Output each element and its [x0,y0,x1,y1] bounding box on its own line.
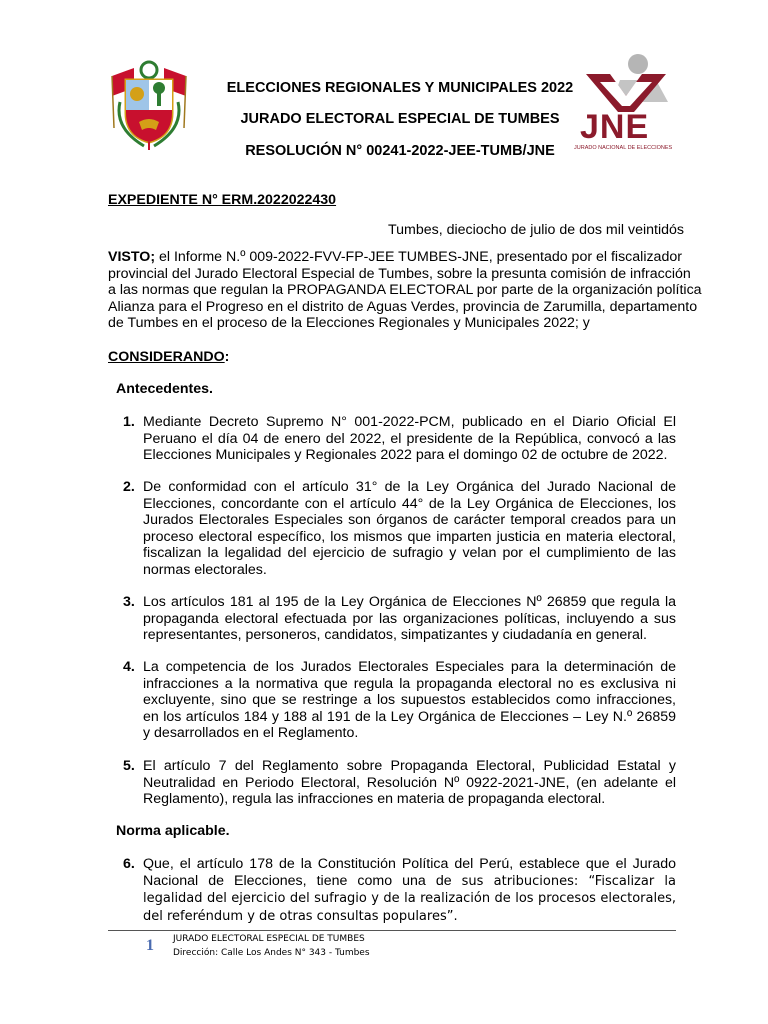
considerando-label: CONSIDERANDO [108,349,225,365]
visto-line-4: Alianza para el Progreso en el distrito de Aguas Verdes, provincia de Zarumilla, departamento [108,298,698,315]
item-number: 4. [123,659,135,675]
item6-text-a: Que, el artículo 178 de la Constitución Política del Perú, establece que el Jurado Nacional de Elecciones, tiene como una de [143,856,676,889]
antecedentes-heading: Antecedentes. [116,381,213,397]
footer-divider [108,930,676,931]
document-date: Tumbes, dieciocho de julio de dos mil veintidós [388,222,684,238]
item-number: 3. [123,594,135,610]
visto-paragraph [108,249,702,332]
jne-logo-subtitle: JURADO NACIONAL DE ELECCIONES [574,145,673,151]
header-election-title: ELECCIONES REGIONALES Y MUNICIPALES 2022 [226,80,574,96]
norma-aplicable-heading: Norma aplicable. [116,823,230,839]
item-text: De conformidad con el artículo 31° de la Ley Orgánica del Jurado Nacional de Elecciones, concordante con el artículo 44° de la Ley Orgánica de Elecciones, los Jurados Electorales Especiales son órganos de carácter temporal creados para un proceso electoral específico, los mismos que imparten justicia en materia electoral, fiscalizan la legalidad del ejercicio de sufragio y velan por el cumplimiento de las normas electorales. [143,479,676,578]
item-text: Los artículos 181 al 195 de la Ley Orgánica de Elecciones Nº 26859 que regula la propaganda electoral efectuada por las organizaciones políticas, incluyendo a sus representantes, personeros, candidatos, simpatizantes y ciudadanía en general. [143,594,676,643]
item6-quote: sus atribuciones: “Fiscalizar la legalidad del ejercicio del sufragio y de la realización de los procesos electorales, del referéndum y de otras consultas populares”. [143,873,676,924]
page-number: 1 [146,937,154,954]
item-number: 2. [123,479,135,495]
considerando-colon: : [224,349,230,365]
footer-institution: JURADO ELECTORAL ESPECIAL DE TUMBES [173,934,365,944]
item-number: 5. [123,758,135,774]
item-text: El artículo 7 del Reglamento sobre Propaganda Electoral, Publicidad Estatal y Neutralidad en Periodo Electoral, Resolución Nº 0922-2021-JNE, (en adelante el Reglamento), regula las infracciones en materia de propaganda electoral. [143,758,676,807]
visto-line-5: de Tumbes en el proceso de la Elecciones Regionales y Municipales 2022; y [108,315,590,331]
visto-line-1: el Informe N.º 009-2022-FVV-FP-JEE TUMBES-JNE, presentado por el fiscalizador [155,249,682,265]
item-text: La competencia de los Jurados Electorales Especiales para la determinación de infracciones a la normativa que regula la propaganda electoral no es exclusiva ni excluyente, sino que se restringe a los supuestos establecidos como infracciones, en los artículos 184 y 188 al 191 de la Ley Orgánica de Elecciones – Ley N.º 26859 y desarrollados en el Reglamento. [143,659,676,741]
peru-coat-of-arms-icon [104,58,194,152]
header-resolucion-number: RESOLUCIÓN N° 00241-2022-JEE-TUMB/JNE [245,143,555,159]
item-text [143,856,676,925]
item-number: 1. [123,414,135,430]
expediente-number: EXPEDIENTE N° ERM.2022022430 [108,192,337,208]
jne-logo [572,52,680,154]
visto-line-2: provincial del Jurado Electoral Especial de Tumbes, sobre la presunta comisión de infracción [108,265,691,282]
header-jurado-title: JURADO ELECTORAL ESPECIAL DE TUMBES [240,111,560,127]
item-number: 6. [123,856,135,872]
visto-label: VISTO; [108,249,156,265]
item-text: Mediante Decreto Supremo N° 001-2022-PCM, publicado en el Diario Oficial El Peruano el día 04 de enero del 2022, el presidente de la República, convocó a las Elecciones Municipales y Regionales 2022 para el domingo 02 de octubre de 2022. [143,414,676,463]
considerando-heading [108,349,229,365]
jne-logo-text: JNE [580,108,650,146]
visto-line-3: a las normas que regulan la PROPAGANDA ELECTORAL por parte de la organización política [108,282,702,298]
footer-address: Dirección: Calle Los Andes N° 343 - Tumbes [173,948,370,958]
